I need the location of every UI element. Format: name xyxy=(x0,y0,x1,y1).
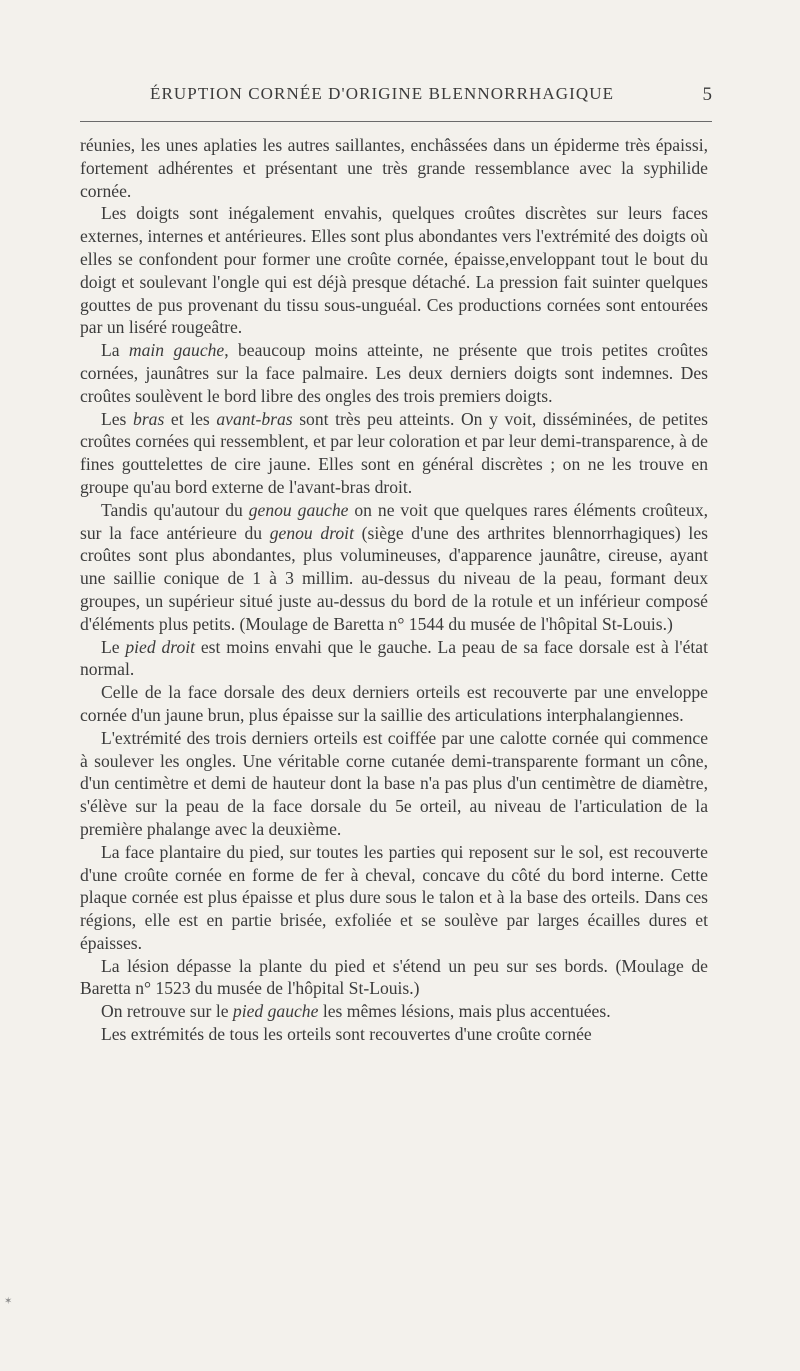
paragraph xyxy=(80,681,708,727)
running-head: ÉRUPTION CORNÉE D'ORIGINE BLENNORRHAGIQUE xyxy=(150,84,615,103)
italic-term: pied gauche xyxy=(232,1001,319,1022)
text-run: La face plantaire du pied, sur toutes les parties qui reposent sur le sol, est recouverte d'une croûte cornée en forme de fer à cheval, concave du côté du bord interne. Cette plaque cornée est plus épaisse et plus dure sous le talon et à la base des orteils. Dans ces régions, elle est en partie brisée, exfoliée et se soulève par larges écailles dures et épaisses. xyxy=(80,841,708,953)
paragraph xyxy=(80,727,708,841)
text-run: Les xyxy=(101,408,134,429)
text-run: , beaucoup moins atteinte, ne présente que trois petites croûtes cornées, jaunâtres sur la face palmaire. Les deux derniers doigts sont indemnes. Des croûtes soulèvent le bord libre des ongles des trois premiers doigts. xyxy=(80,340,708,406)
italic-term: main gauche xyxy=(128,340,225,361)
italic-term: genou gauche xyxy=(248,499,349,520)
margin-mark: ✶ xyxy=(4,1296,13,1307)
paragraph xyxy=(80,1023,708,1046)
text-run: réunies, les unes aplaties les autres saillantes, enchâssées dans un épiderme très épaissi, fortement adhérentes et présentant une très grande ressemblance avec la syphilide cornée. xyxy=(80,135,708,201)
italic-term: avant-bras xyxy=(216,408,293,429)
paragraph xyxy=(80,636,708,682)
text-run: et les xyxy=(164,408,217,429)
italic-term: genou droit xyxy=(269,522,354,543)
text-run: (siège d'une des arthrites blennorrhagiques) les croûtes sont plus abondantes, plus volumineuses, d'apparence jaunâtre, cireuse, ayant une saillie conique de 1 à 3 millim. au-dessus du niveau de la peau, formant deux groupes, un supérieur situé juste au-dessus du bord de la rotule et un inférieur composé d'éléments plus petits. (Moulage de Baretta n° 1544 du musée de l'hôpital St-Louis.) xyxy=(80,522,708,634)
text-run: L'extrémité des trois derniers orteils est coiffée par une calotte cornée qui commence à soulever les ongles. Une véritable corne cutanée demi-transparente formant un cône, d'un centimètre et demi de hauteur dont la base n'a pas plus d'un centimètre de diamètre, s'élève sur la peau de la face dorsale du 5e orteil, au niveau de l'articulation de la première phalange avec la deuxième. xyxy=(80,727,708,839)
text-run: est moins envahi que le gauche. La peau de sa face dorsale est à l'état normal. xyxy=(80,636,708,680)
text-run: les mêmes lésions, mais plus accentuées. xyxy=(318,1001,611,1022)
text-run: Les extrémités de tous les orteils sont recouvertes d'une croûte cornée xyxy=(101,1024,592,1045)
text-run: On retrouve sur le xyxy=(101,1001,233,1022)
text-run: Celle de la face dorsale des deux derniers orteils est recouverte par une enveloppe cornée d'un jaune brun, plus épaisse sur la saillie des articulations interphalangiennes. xyxy=(80,682,708,725)
body-text xyxy=(80,134,708,1046)
text-run: La lésion dépasse la plante du pied et s'étend un peu sur ses bords. (Moulage de Baretta n° 1523 du musée de l'hôpital St-Louis.) xyxy=(80,955,708,999)
paragraph xyxy=(80,134,708,202)
paragraph xyxy=(80,955,708,1001)
text-run: on ne voit que quelques rares éléments croûteux, sur la face antérieure du xyxy=(80,499,709,543)
paragraph xyxy=(80,339,708,407)
header-rule xyxy=(80,121,712,122)
paragraph xyxy=(80,202,708,339)
text-run: Tandis qu'autour du xyxy=(101,499,249,520)
text-run: Les doigts sont inégalement envahis, quelques croûtes discrètes sur leurs faces externes, internes et antérieures. Elles sont plus abondantes vers l'extrémité des doigts où elles se confondent pour former une croûte cornée, épaisse,enveloppant tout le bout du doigt et soulevant l'ongle qui est déjà presque détaché. La pression fait suinter quelques gouttes de pus provenant du tissu sous-unguéal. Ces productions cornées sont entourées par un liséré rougeâtre. xyxy=(80,203,708,338)
page-number: 5 xyxy=(702,84,712,105)
paragraph xyxy=(80,499,708,636)
paragraph xyxy=(80,408,708,499)
italic-term: bras xyxy=(133,408,165,429)
paragraph xyxy=(80,841,708,955)
text-run: sont très peu atteints. On y voit, disséminées, de petites croûtes cornées qui ressemblent, et par leur coloration et par leur demi-transparence, à de fines gouttelettes de cire jaune. Elles sont en général discrètes ; on ne les trouve en groupe qu'au bord externe de l'avant-bras droit. xyxy=(80,408,709,497)
text-run: Le xyxy=(101,636,126,657)
text-run: La xyxy=(101,340,129,361)
page-header xyxy=(80,84,712,112)
paragraph xyxy=(80,1000,708,1023)
italic-term: pied droit xyxy=(125,636,196,657)
